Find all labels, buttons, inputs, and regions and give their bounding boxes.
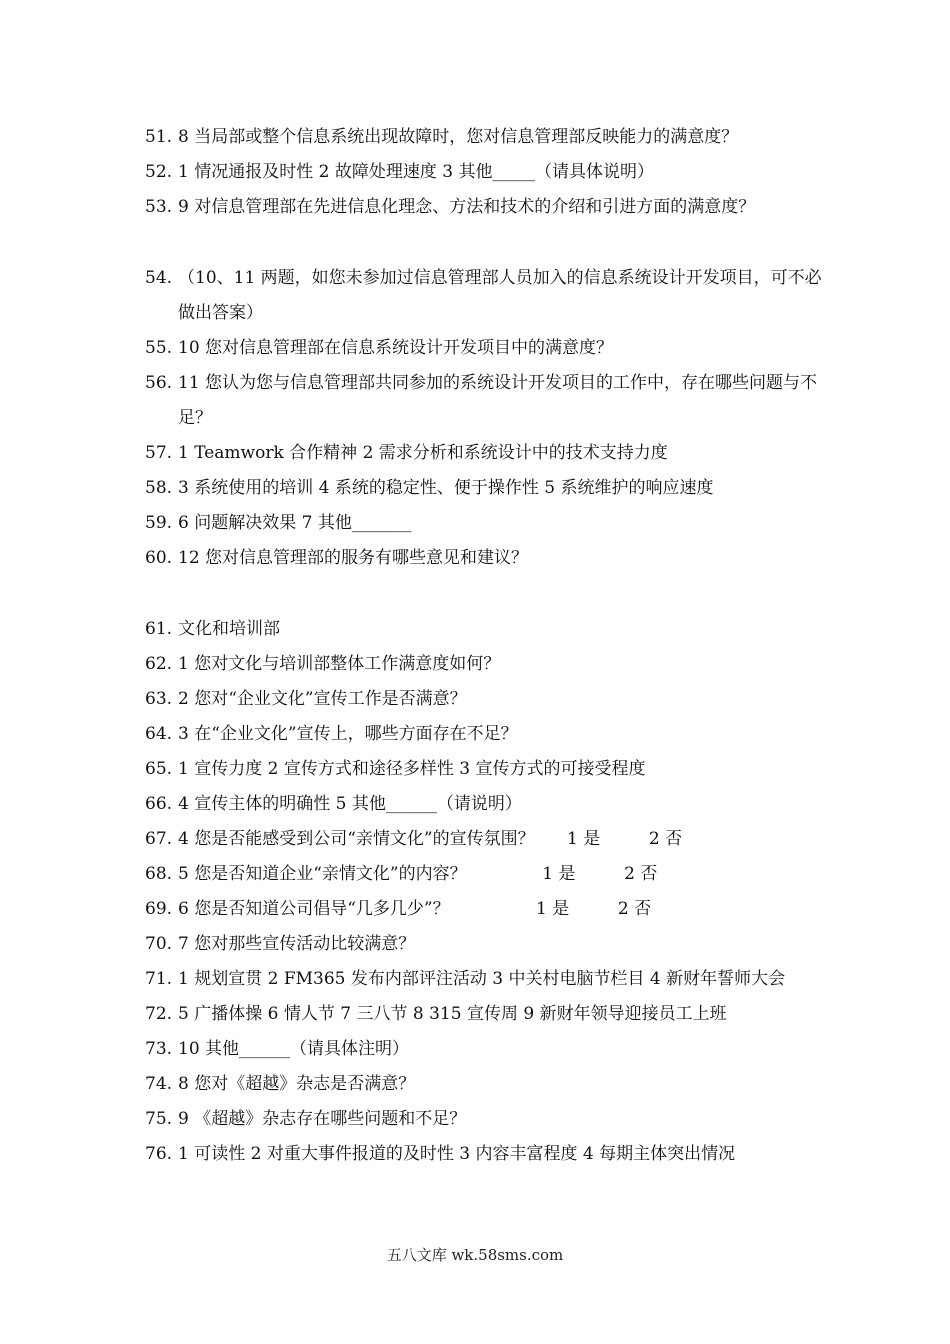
item-number: 61. [145, 619, 173, 639]
item-text: 6 您是否知道公司倡导“几多几少”？ 1 是 2 否 [178, 899, 652, 919]
item-number: 52. [145, 162, 173, 182]
item-text: 8 您对《超越》杂志是否满意？ [178, 1074, 416, 1094]
item-number: 67. [145, 829, 173, 849]
list-item [145, 647, 825, 682]
item-text: 5 广播体操 6 情人节 7 三八节 8 315 宣传周 9 新财年领导迎接员工上班 [178, 1004, 727, 1024]
item-text: 6 问题解决效果 7 其他_______ [178, 513, 412, 533]
item-number: 66. [145, 794, 173, 814]
item-number: 73. [145, 1039, 173, 1059]
section-gap [145, 225, 825, 261]
list-item [145, 190, 825, 225]
item-text: 12 您对信息管理部的服务有哪些意见和建议？ [178, 548, 529, 568]
item-number: 76. [145, 1144, 173, 1164]
list-item [145, 717, 825, 752]
item-text: 4 宣传主体的明确性 5 其他______（请说明） [178, 794, 522, 814]
list-item [145, 787, 825, 822]
item-text: 9 对信息管理部在先进信息化理念、方法和技术的介绍和引进方面的满意度？ [178, 197, 756, 217]
list-item [145, 752, 825, 787]
list-item [145, 541, 825, 576]
item-text: 9 《超越》杂志存在哪些问题和不足？ [178, 1109, 467, 1129]
item-number: 60. [145, 548, 173, 568]
item-text: 10 其他______（请具体注明） [178, 1039, 410, 1059]
item-text: 1 可读性 2 对重大事件报道的及时性 3 内容丰富程度 4 每期主体突出情况 [178, 1144, 736, 1164]
item-text: 7 您对那些宣传活动比较满意？ [178, 934, 416, 954]
item-text: 3 系统使用的培训 4 系统的稳定性、便于操作性 5 系统维护的响应速度 [178, 478, 714, 498]
item-number: 62. [145, 654, 173, 674]
section-heading: 文化和培训部 [178, 619, 280, 639]
item-number: 71. [145, 969, 173, 989]
page-footer: 五八文库 wk.58sms.com [386, 1246, 564, 1264]
list-item [145, 1102, 825, 1137]
list-item [145, 927, 825, 962]
list-item [145, 822, 825, 857]
list-item [145, 120, 825, 155]
item-number: 69. [145, 899, 173, 919]
item-number: 68. [145, 864, 173, 884]
list-item [145, 331, 825, 366]
list-item [145, 261, 825, 331]
item-text: （10、11 两题，如您未参加过信息管理部人员加入的信息系统设计开发项目，可不必做出答案） [178, 268, 822, 323]
question-list [145, 120, 825, 1172]
item-number: 54. [145, 268, 173, 288]
list-item [145, 962, 825, 997]
item-number: 59. [145, 513, 173, 533]
item-text: 1 规划宣贯 2 FM365 发布内部评注活动 3 中关村电脑节栏目 4 新财年誓师大会 [178, 969, 786, 989]
list-item [145, 155, 825, 190]
item-text: 3 在“企业文化”宣传上，哪些方面存在不足？ [178, 724, 518, 744]
item-number: 70. [145, 934, 173, 954]
item-number: 65. [145, 759, 173, 779]
item-number: 51. [145, 127, 173, 147]
item-text: 1 您对文化与培训部整体工作满意度如何？ [178, 654, 501, 674]
item-number: 63. [145, 689, 173, 709]
item-number: 72. [145, 1004, 173, 1024]
item-text: 1 宣传力度 2 宣传方式和途径多样性 3 宣传方式的可接受程度 [178, 759, 646, 779]
item-text: 11 您认为您与信息管理部共同参加的系统设计开发项目的工作中，存在哪些问题与不足？ [178, 373, 818, 428]
item-number: 55. [145, 338, 173, 358]
item-text: 5 您是否知道企业“亲情文化”的内容？ 1 是 2 否 [178, 864, 658, 884]
item-number: 53. [145, 197, 173, 217]
item-number: 75. [145, 1109, 173, 1129]
item-text: 1 情况通报及时性 2 故障处理速度 3 其他_____（请具体说明） [178, 162, 654, 182]
list-item [145, 1137, 825, 1172]
list-item [145, 436, 825, 471]
item-text: 2 您对“企业文化”宣传工作是否满意？ [178, 689, 467, 709]
item-text: 8 当局部或整个信息系统出现故障时，您对信息管理部反映能力的满意度？ [178, 127, 739, 147]
item-text: 1 Teamwork 合作精神 2 需求分析和系统设计中的技术支持力度 [178, 443, 668, 463]
list-item [145, 1032, 825, 1067]
item-number: 58. [145, 478, 173, 498]
item-number: 74. [145, 1074, 173, 1094]
list-item [145, 997, 825, 1032]
section-gap [145, 576, 825, 612]
item-text: 4 您是否能感受到公司“亲情文化”的宣传氛围？ 1 是 2 否 [178, 829, 683, 849]
list-item [145, 612, 825, 647]
list-item [145, 892, 825, 927]
list-item [145, 471, 825, 506]
item-number: 56. [145, 373, 173, 393]
item-number: 64. [145, 724, 173, 744]
item-number: 57. [145, 443, 173, 463]
list-item [145, 366, 825, 436]
list-item [145, 506, 825, 541]
list-item [145, 1067, 825, 1102]
item-text: 10 您对信息管理部在信息系统设计开发项目中的满意度？ [178, 338, 614, 358]
list-item [145, 857, 825, 892]
list-item [145, 682, 825, 717]
